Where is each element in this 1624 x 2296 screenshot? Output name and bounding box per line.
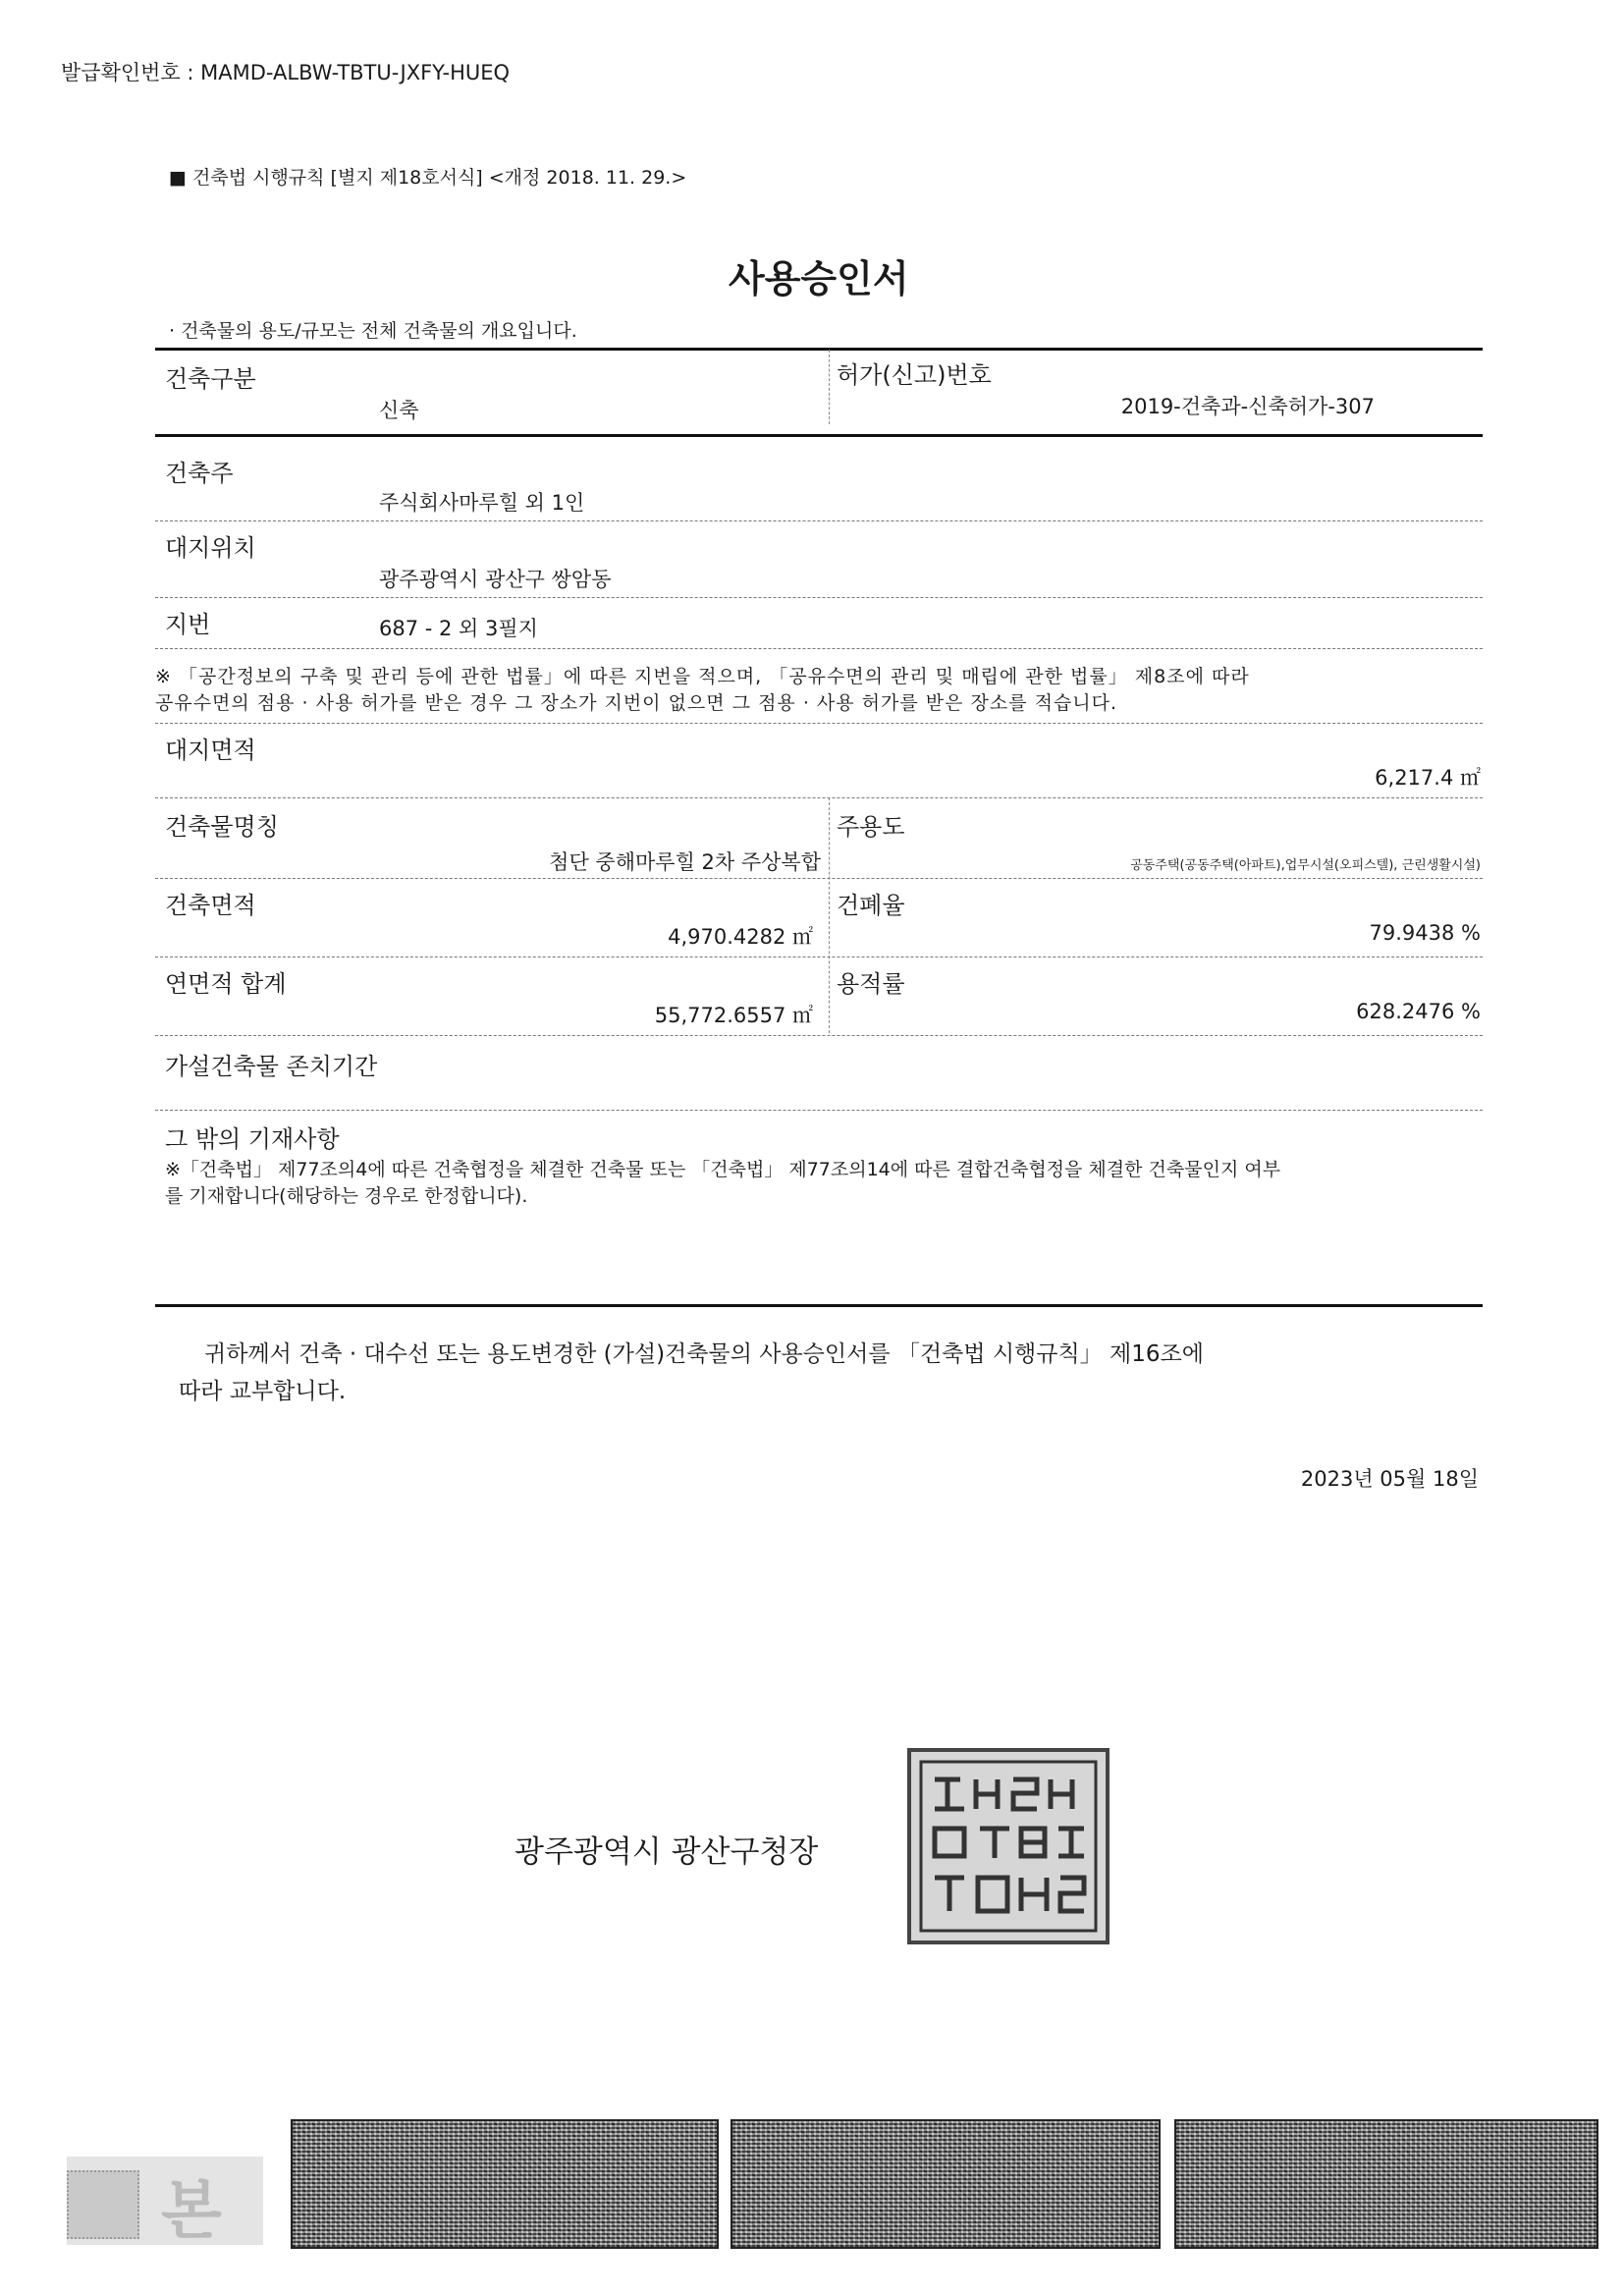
far-label: 용적률 bbox=[837, 970, 905, 998]
footer-mark-text: 본 bbox=[161, 2175, 222, 2248]
other-label: 그 밖의 기재사항 bbox=[165, 1125, 340, 1153]
page-title: 사용승인서 bbox=[729, 257, 909, 301]
bldg-name-rule bbox=[155, 878, 1483, 879]
site-area-rule bbox=[155, 797, 1483, 798]
other-note: ※「건축법」 제77조의4에 따른 건축협정을 체결한 건축물 또는 「건축법」 제77조의14에 따른 결합건축협정을 체결한 건축물인지 여부 를 기재합니다(해당하는 경우로 한정합니다). bbox=[165, 1159, 1281, 1207]
top-rule bbox=[155, 348, 1483, 351]
temp-period-label: 가설건축물 존치기간 bbox=[165, 1053, 378, 1080]
floor-area-value: 55,772.6557 ㎡ bbox=[654, 1004, 813, 1027]
security-pattern-1 bbox=[291, 2119, 719, 2249]
main-use-value: 공동주택(공동주택(아파트),업무시설(오피스텔), 근린생활시설) bbox=[1130, 858, 1481, 873]
coverage-value: 79.9438 % bbox=[1369, 921, 1481, 945]
footer-mark-box bbox=[67, 2170, 139, 2239]
building-area-value: 4,970.4282 ㎡ bbox=[668, 925, 813, 949]
floor-area-rule bbox=[155, 1035, 1483, 1036]
building-type-label: 건축구분 bbox=[165, 365, 256, 393]
site-rule bbox=[155, 597, 1483, 598]
floor-area-label: 연면적 합계 bbox=[165, 970, 287, 998]
bldg-name-label: 건축물명칭 bbox=[165, 813, 279, 841]
lot-note-rule bbox=[155, 723, 1483, 724]
body-text-line1: 귀하께서 건축 · 대수선 또는 용도변경한 (가설)건축물의 사용승인서를 「건축법 시행규칙」 제16조에 bbox=[204, 1341, 1204, 1367]
issuer-name: 광주광역시 광산구청장 bbox=[514, 1834, 819, 1870]
site-area-value: 6,217.4 ㎡ bbox=[1375, 766, 1481, 790]
row1-divider bbox=[829, 350, 830, 424]
footer-mark bbox=[67, 2157, 263, 2248]
issue-number: 발급확인번호 : MAMD-ALBW-TBTU-JXFY-HUEQ bbox=[61, 61, 511, 84]
bottom-rule bbox=[155, 1304, 1483, 1307]
temp-period-rule bbox=[155, 1110, 1483, 1111]
permit-label: 허가(신고)번호 bbox=[837, 361, 992, 389]
issue-date: 2023년 05월 18일 bbox=[1300, 1467, 1479, 1491]
main-use-label: 주용도 bbox=[837, 813, 905, 841]
site-value: 광주광역시 광산구 쌍암동 bbox=[379, 568, 612, 591]
body-text-line2: 따라 교부합니다. bbox=[179, 1379, 347, 1404]
permit-value: 2019-건축과-신축허가-307 bbox=[1120, 395, 1375, 418]
site-label: 대지위치 bbox=[165, 534, 256, 562]
owner-rule bbox=[155, 520, 1483, 521]
section-rule bbox=[155, 434, 1483, 437]
owner-value: 주식회사마루힐 외 1인 bbox=[379, 491, 585, 515]
site-area-label: 대지면적 bbox=[165, 737, 256, 764]
security-pattern-2 bbox=[731, 2119, 1161, 2249]
lot-note: ※ 「공간정보의 구축 및 관리 등에 관한 법률」에 따른 지번을 적으며, 「공유수면의 관리 및 매립에 관한 법률」 제8조에 따라 공유수면의 점용 · 사용 허가를 받은 경우 그 장소가 지번이 없으면 그 점용 · 사용 허가를 받은 장소를 적습니다. bbox=[155, 666, 1250, 714]
square-bullet-icon: ■ bbox=[169, 167, 192, 189]
coverage-label: 건폐율 bbox=[837, 892, 905, 919]
form-reference: ■ 건축법 시행규칙 [별지 제18호서식] <개정 2018. 11. 29.> bbox=[169, 167, 687, 189]
owner-label: 건축주 bbox=[165, 460, 234, 487]
building-type-value: 신축 bbox=[379, 399, 419, 422]
grid-divider bbox=[829, 797, 830, 1033]
page-subtitle: · 건축물의 용도/규모는 전체 건축물의 개요입니다. bbox=[169, 320, 577, 342]
lot-rule bbox=[155, 648, 1483, 649]
seal-icon bbox=[911, 1752, 1106, 1941]
lot-value: 687 - 2 외 3필지 bbox=[379, 617, 538, 640]
building-area-label: 건축면적 bbox=[165, 892, 256, 919]
bldg-name-value: 첨단 중해마루힐 2차 주상복합 bbox=[549, 850, 821, 874]
lot-label: 지번 bbox=[165, 611, 211, 638]
security-pattern-3 bbox=[1174, 2119, 1598, 2249]
official-seal bbox=[907, 1748, 1110, 1944]
far-value: 628.2476 % bbox=[1356, 1000, 1481, 1023]
